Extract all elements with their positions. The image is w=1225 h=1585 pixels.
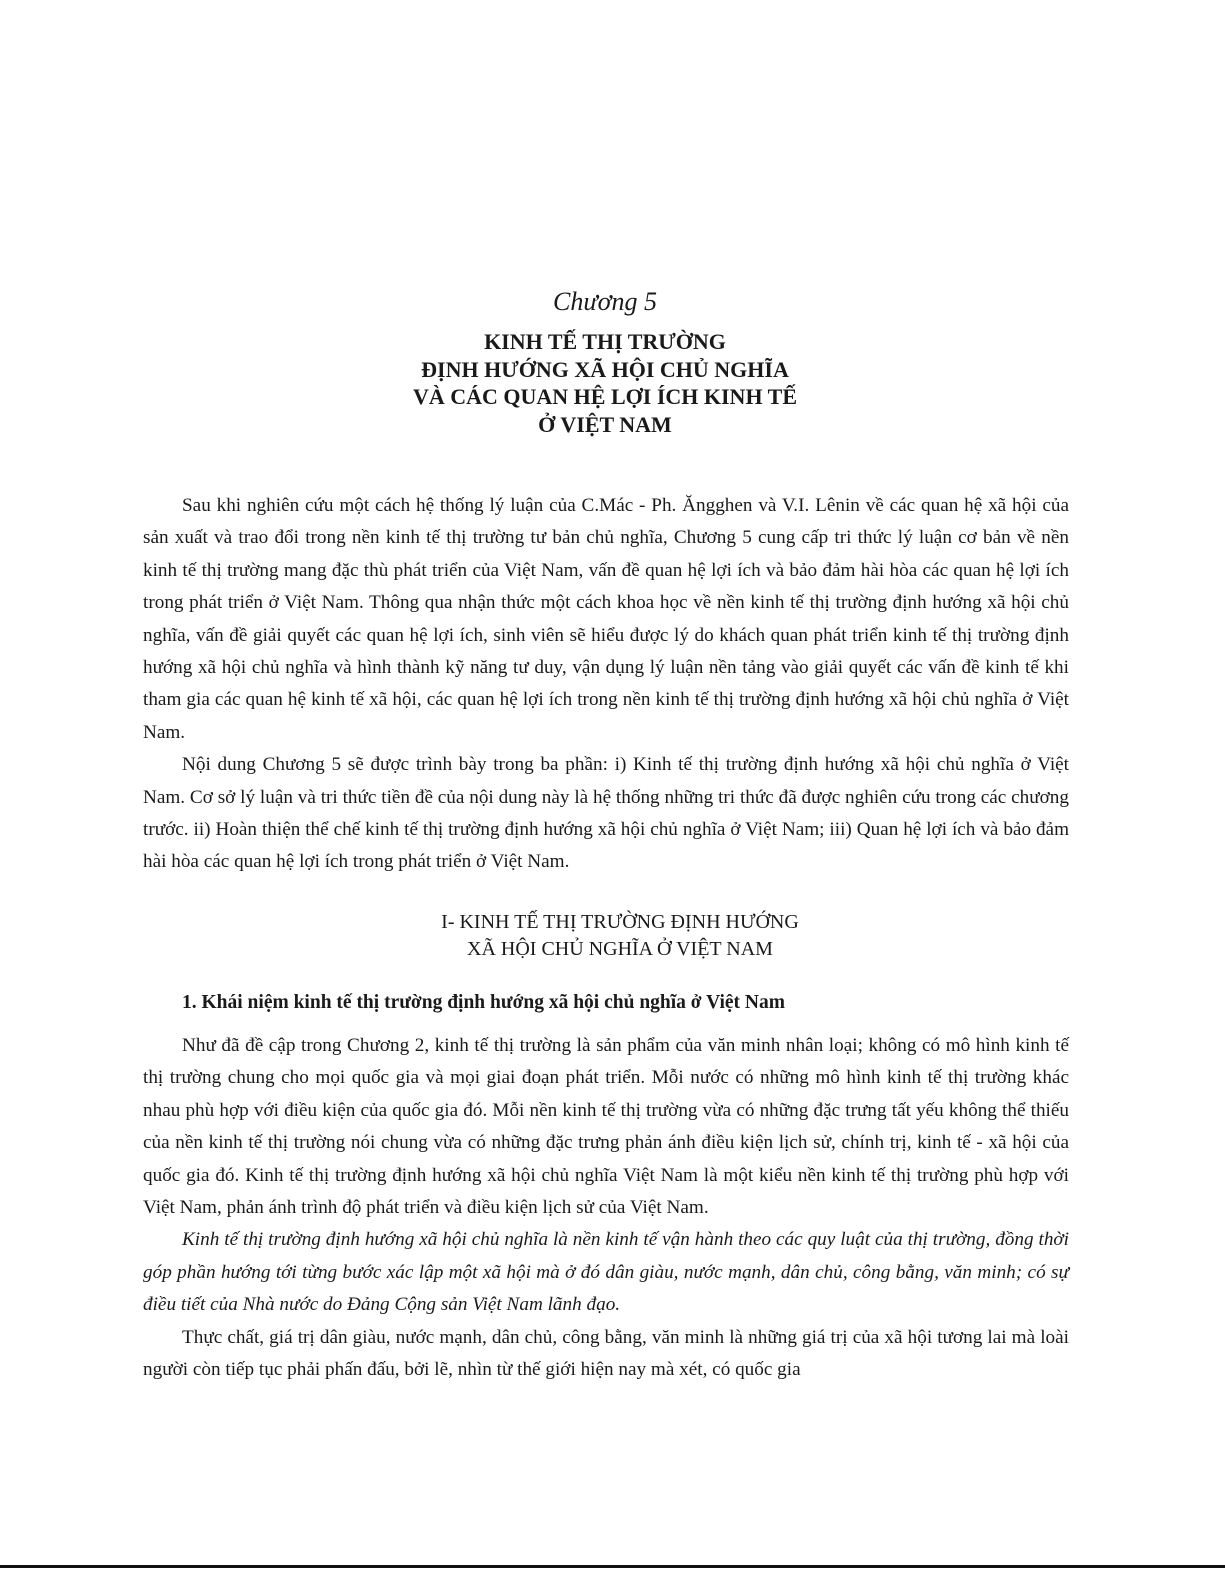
- intro-paragraph: Nội dung Chương 5 sẽ được trình bày trong ba phần: i) Kinh tế thị trường định hướng xã hội chủ nghĩa ở Việt Nam. Cơ sở lý luận và tri thức tiền đề của nội dung này là hệ thống những tri thức đã được nghiên cứu trong các chương trước. ii) Hoàn thiện thể chế kinh tế thị trường định hướng xã hội chủ nghĩa ở Việt Nam; iii) Quan hệ lợi ích và bảo đảm hài hòa các quan hệ lợi ích trong phát triển ở Việt Nam.: [143, 754, 1069, 873]
- body-paragraph: Như đã đề cập trong Chương 2, kinh tế thị trường là sản phẩm của văn minh nhân loại; không có mô hình kinh tế thị trường chung cho mọi quốc gia và mọi giai đoạn phát triển. Mỗi nước có những mô hình kinh tế thị trường khác nhau phù hợp với điều kiện của quốc gia đó. Mỗi nền kinh tế thị trường vừa có những đặc trưng tất yếu không thể thiếu của nền kinh tế thị trường nói chung vừa có những đặc trưng phản ánh điều kiện lịch sử, chính trị, kinh tế - xã hội của quốc gia đó. Kinh tế thị trường định hướng xã hội chủ nghĩa Việt Nam là một kiểu nền kinh tế thị trường phù hợp với Việt Nam, phản ánh trình độ phát triển và điều kiện lịch sử của Việt Nam.: [143, 1035, 1069, 1219]
- section-heading-line: I- KINH TẾ THỊ TRƯỜNG ĐỊNH HƯỚNG: [441, 911, 799, 933]
- body-paragraph: Thực chất, giá trị dân giàu, nước mạnh, dân chủ, công bằng, văn minh là những giá trị của xã hội tương lai mà loài người còn tiếp tục phải phấn đấu, bởi lẽ, nhìn từ thế giới hiện nay mà xét, có quốc gia: [143, 1326, 1069, 1381]
- section-body-text: [143, 1030, 1069, 1386]
- section-heading: [0, 909, 1225, 963]
- chapter-title: [0, 328, 1210, 438]
- section-heading-line: XÃ HỘI CHỦ NGHĨA Ở VIỆT NAM: [467, 938, 773, 960]
- subsection-heading: 1. Khái niệm kinh tế thị trường định hướng xã hội chủ nghĩa ở Việt Nam: [182, 992, 785, 1013]
- intro-text: [143, 490, 1069, 879]
- chapter-label: Chương 5: [553, 287, 657, 316]
- intro-paragraph: Sau khi nghiên cứu một cách hệ thống lý luận của C.Mác - Ph. Ăngghen và V.I. Lênin về các quan hệ xã hội của sản xuất và trao đổi trong nền kinh tế thị trường tư bản chủ nghĩa, Chương 5 cung cấp tri thức lý luận cơ bản về nền kinh tế thị trường mang đặc thù phát triển của Việt Nam, vấn đề quan hệ lợi ích và bảo đảm hài hòa các quan hệ lợi ích trong phát triển ở Việt Nam. Thông qua nhận thức một cách khoa học về nền kinh tế thị trường định hướng xã hội chủ nghĩa, vấn đề giải quyết các quan hệ lợi ích, sinh viên sẽ hiểu được lý do khách quan phát triển kinh tế thị trường định hướng xã hội chủ nghĩa và hình thành kỹ năng tư duy, vận dụng lý luận nền tảng vào giải quyết các vấn đề kinh tế khi tham gia các quan hệ kinh tế xã hội, các quan hệ lợi ích trong nền kinh tế thị trường định hướng xã hội chủ nghĩa ở Việt Nam.: [143, 495, 1069, 743]
- chapter-title-line: VÀ CÁC QUAN HỆ LỢI ÍCH KINH TẾ: [412, 384, 798, 409]
- definition-paragraph: Kinh tế thị trường định hướng xã hội chủ nghĩa là nền kinh tế vận hành theo các quy luật của thị trường, đồng thời góp phần hướng tới từng bước xác lập một xã hội mà ở đó dân giàu, nước mạnh, dân chủ, công bằng, văn minh; có sự điều tiết của Nhà nước do Đảng Cộng sản Việt Nam lãnh đạo.: [143, 1229, 1069, 1316]
- chapter-title-line: ĐỊNH HƯỚNG XÃ HỘI CHỦ NGHĨA: [421, 356, 789, 382]
- chapter-title-line: KINH TẾ THỊ TRƯỜNG: [484, 329, 726, 354]
- chapter-title-line: Ở VIỆT NAM: [538, 411, 672, 437]
- page-bottom-rule: [0, 1565, 1225, 1568]
